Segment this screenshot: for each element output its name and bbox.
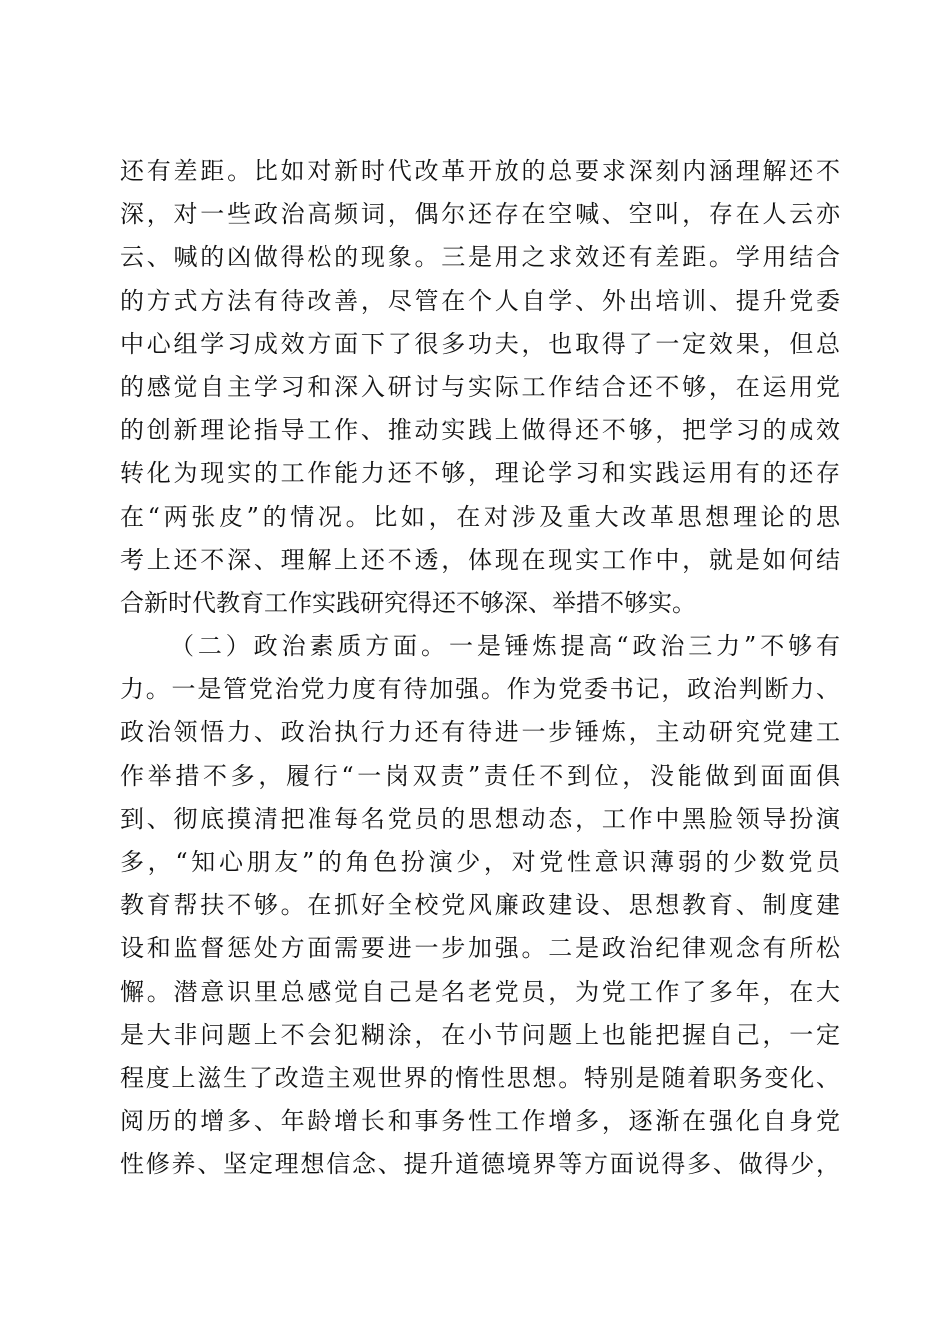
text-line: 作举措不多，履行“一岗双责”责任不到位，没能做到面面俱	[120, 761, 840, 790]
text-line: 的方式方法有待改善，尽管在个人自学、外出培训、提升党委	[120, 286, 840, 315]
text-line: 多，“知心朋友”的角色扮演少，对党性意识薄弱的少数党员	[120, 848, 840, 876]
text-line: 的创新理论指导工作、推动实践上做得还不够，把学习的成效	[120, 416, 840, 445]
text-line: 到、彻底摸清把准每名党员的思想动态，工作中黑脸领导扮演	[120, 804, 840, 833]
text-line: 阅历的增多、年龄增长和事务性工作增多，逐渐在强化自身党	[120, 1107, 840, 1136]
text-line: 云、喊的凶做得松的现象。三是用之求效还有差距。学用结合	[120, 243, 840, 272]
body-text	[120, 150, 840, 1187]
text-line: 的感觉自主学习和深入研讨与实际工作结合还不够，在运用党	[120, 372, 840, 401]
text-line: 转化为现实的工作能力还不够，理论学习和实践运用有的还存	[120, 459, 840, 488]
text-line: 在“两张皮”的情况。比如，在对涉及重大改革思想理论的思	[120, 502, 840, 531]
text-line: 中心组学习成效方面下了很多功夫，也取得了一定效果，但总	[120, 329, 840, 358]
section-heading-line: （二）政治素质方面。一是锤炼提高“政治三力”不够有	[170, 632, 840, 661]
text-line: 懈。潜意识里总感觉自己是名老党员，为党工作了多年，在大	[120, 977, 840, 1006]
text-line: 政治领悟力、政治执行力还有待进一步锤炼，主动研究党建工	[120, 718, 840, 747]
text-line: 力。一是管党治党力度有待加强。作为党委书记，政治判断力、	[120, 675, 840, 704]
text-line: 合新时代教育工作实践研究得还不够深、举措不够实。	[120, 588, 696, 617]
text-line: 是大非问题上不会犯糊涂，在小节问题上也能把握自己，一定	[120, 1020, 840, 1049]
text-line: 性修养、坚定理想信念、提升道德境界等方面说得多、做得少，	[120, 1150, 840, 1179]
text-line: 设和监督惩处方面需要进一步加强。二是政治纪律观念有所松	[120, 934, 840, 963]
text-line: 教育帮扶不够。在抓好全校党风廉政建设、思想教育、制度建	[120, 891, 840, 920]
text-line: 深，对一些政治高频词，偶尔还存在空喊、空叫，存在人云亦	[120, 200, 840, 229]
text-line: 考上还不深、理解上还不透，体现在现实工作中，就是如何结	[120, 545, 840, 574]
text-line: 程度上滋生了改造主观世界的惰性思想。特别是随着职务变化、	[120, 1063, 840, 1092]
text-line: 还有差距。比如对新时代改革开放的总要求深刻内涵理解还不	[120, 157, 840, 185]
